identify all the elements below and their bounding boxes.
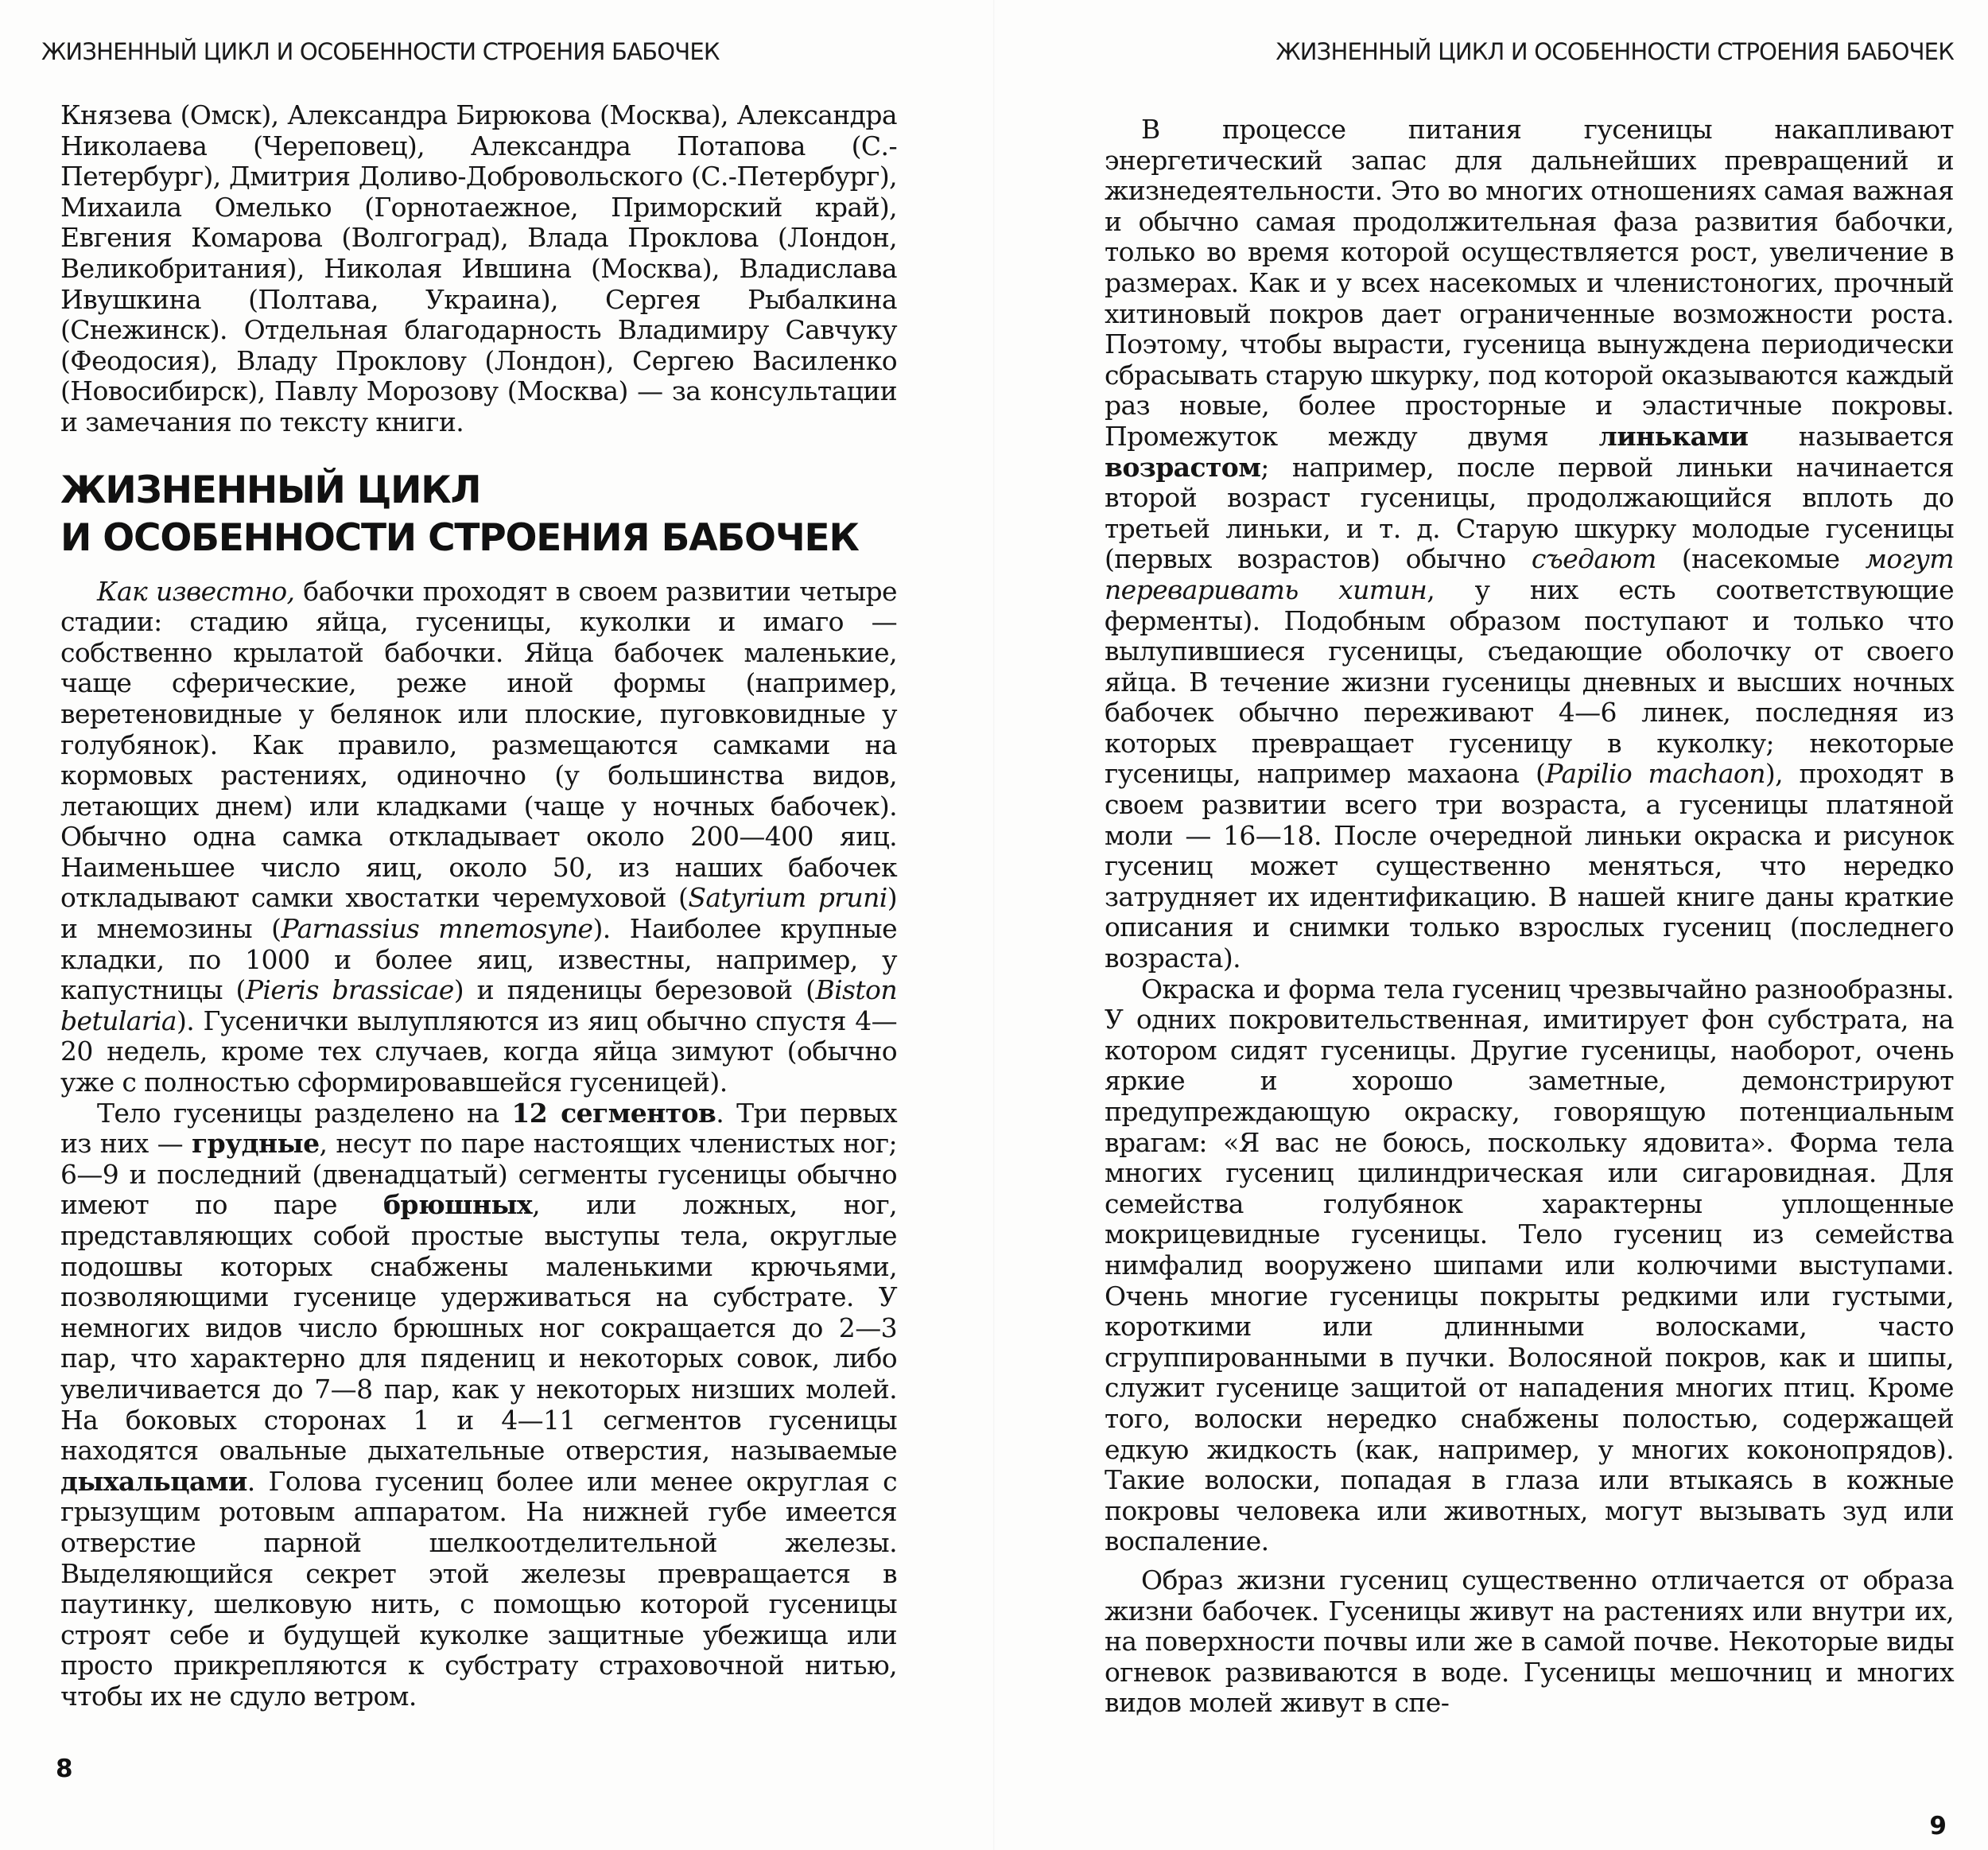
page-number: 8	[56, 1755, 73, 1783]
text-italic: Как известно,	[97, 575, 295, 607]
text-italic: съедают	[1531, 543, 1656, 575]
right-text-column	[1105, 115, 1954, 1719]
latin-name: Parnassius mnemosyne	[281, 913, 593, 945]
paragraph-caterpillar-body	[60, 1098, 897, 1712]
text-run: , у них есть соответствующие ферменты). Подобным образом поступают и только что вылупившиеся гусеницы, съедающие оболочку от своего яйца. В течение жизни гусеницы дневных и высших ночных бабочек обычно переживают 4—6 линек, последняя из которых превращает гусеницу в куколку; некоторые гусеницы, например махаона (	[1105, 573, 1955, 790]
text-run: ) и пяденицы березовой (	[453, 974, 816, 1006]
term-bold: грудные	[192, 1128, 320, 1160]
left-text-column	[60, 100, 897, 1712]
paragraph-feeding-molting	[1105, 115, 1954, 974]
text-run: . Три первых из них —	[60, 1097, 897, 1160]
section-title-line-1: ЖИЗНЕННЫЙ ЦИКЛ	[60, 468, 481, 512]
text-run: (насекомые	[1656, 543, 1866, 575]
term-bold: 12 сегментов	[511, 1097, 716, 1129]
latin-name: Satyrium pruni	[688, 882, 887, 914]
text-run: называется	[1748, 420, 1954, 452]
paragraph-coloration: Окраска и форма тела гусениц чрезвычайно разнообразны. У одних покровительственная, имитирует фон субстрата, на котором сидят гусеницы. Другие гусеницы, наоборот, очень яркие и хорошо заметные, демонстрируют предупреждающую окраску, говорящую потенциальным врагам: «Я вас не боюсь, поскольку ядовита». Форма тела многих гусениц цилиндрическая или сигаровидная. Для семейства голубянок характерны уплощенные мокрицевидные гусеницы. Тело гусениц из семейства нимфалид вооружено шипами или колючими выступами. Очень многие гусеницы покрыты редкими или густыми, короткими или длинными волосками, часто сгруппированными в пучки. Волосяной покров, как и шипы, служит гусенице защитой от нападения многих птиц. Кроме того, волоски нередко снабжены полостью, содержащей едкую жидкость (как, например, у многих коконопрядов). Такие волоски, попадая в глаза или втыкаясь в кожные покровы человека или животных, могут вызывать зуд или воспаление.	[1105, 973, 1954, 1557]
text-run: бабочки проходят в своем развитии четыре стадии: стадию яйца, гусеницы, куколки и имаго — собственно крылатой бабочки. Яйца бабочек маленькие, чаще сферические, реже иной формы (например, веретеновидные у белянок или плоские, пуговковидные у голубянок). Как правило, размещаются самками на кормовых растениях, одиночно (у большинства видов, летающих днем) или кладками (чаще у ночных бабочек). Обычно одна самка откладывает около 200—400 яиц. Наименьшее число яиц, около 50, из наших бабочек откладывают самки хвостатки черемуховой (	[60, 575, 897, 914]
text-run: ). Гусенички вылупляются из яиц обычно спустя 4—20 недель, кроме тех случаев, когда яйца зимуют (обычно уже с полностью сформировавшейся гусеницей).	[60, 1005, 897, 1098]
page-number: 9	[1929, 1812, 1947, 1840]
term-bold: дыхальцами	[60, 1465, 247, 1497]
latin-name: Papilio machaon	[1545, 758, 1765, 790]
section-title-line-2: И ОСОБЕННОСТИ СТРОЕНИЯ БАБОЧЕК	[60, 515, 859, 560]
text-run: В процессе питания гусеницы накапливают энергетический запас для дальнейших превращений и жизнедеятельности. Это во многих отношениях самая важная и обычно самая продолжительная фаза развития бабочки, только во время которой осуществляется рост, увеличение в размерах. Как и у всех насекомых и членистоногих, прочный хитиновый покров дает ограниченные возможности роста. Поэтому, чтобы вырасти, гусеница вынуждена периодически сбрасывать старую шкурку, под которой оказываются каждый раз новые, более просторные и эластичные покровы. Промежуток между двумя	[1105, 114, 1954, 452]
section-title	[60, 467, 897, 562]
term-bold: линьками	[1598, 420, 1749, 452]
term-bold: брюшных	[383, 1189, 533, 1221]
text-run: ; например, после первой линьки начинается второй возраст гусеницы, продолжающийся вплоть до третьей линьки, и т. д. Старую шкурку молодые гусеницы (первых возрастов) обычно	[1105, 451, 1954, 575]
text-run: ). Наиболее крупные кладки, по 1000 и более яиц, известны, например, у капустницы (	[60, 913, 898, 1006]
acknowledgements-paragraph: Князева (Омск), Александра Бирюкова (Москва), Александра Николаева (Череповец), Александра Потапова (С.-Петербург), Дмитрия Доливо-Добровольского (С.-Петербург), Михаила Омелько (Горнотаежное, Приморский край), Евгения Комарова (Волгоград), Влада Проклова (Лондон, Великобритания), Николая Ившина (Москва), Владислава Ивушкина (Полтава, Украина), Сергея Рыбалкина (Снежинск). Отдельная благодарность Владимиру Савчуку (Феодосия), Владу Проклову (Лондон), Сергею Василенко (Новосибирск), Павлу Морозову (Москва) — за консультации и замечания по тексту книги.	[60, 99, 897, 437]
latin-name: Pieris brassicae	[245, 974, 454, 1006]
text-run: , несут по паре настоящих членистых ног; 6—9 и последний (двенадцатый) сегменты гусеницы обычно имеют по паре	[60, 1128, 897, 1221]
text-run: . Голова гусениц более или менее округлая с грызущим ротовым аппаратом. На нижней губе имеется отверстие парной шелкоотделительной железы. Выделяющийся секрет этой железы превращается в паутинку, шелковую нить, с помощью которой гусеницы строят себе и будущей куколке защитные убежища или просто прикрепляются к субстрату страховочной нитью, чтобы их не сдуло ветром.	[60, 1465, 897, 1712]
running-head: ЖИЗНЕННЫЙ ЦИКЛ И ОСОБЕННОСТИ СТРОЕНИЯ БАБОЧЕК	[1276, 38, 1954, 65]
latin-name: Biston betularia	[60, 974, 897, 1036]
text-run: ) и мнемозины (	[60, 882, 897, 945]
text-run: ), проходят в своем развитии всего три возраста, а гусеницы платяной моли — 16—18. После очередной линьки окраска и рисунок гусениц может существенно меняться, что нередко затрудняет их идентификацию. В нашей книге даны краткие описания и снимки только взрослых гусениц (последнего возраста).	[1105, 758, 1954, 974]
paragraph-life-stages	[60, 577, 897, 1098]
right-page	[994, 0, 1988, 1850]
text-italic: могут переваривать хитин	[1105, 543, 1954, 605]
text-run: Тело гусеницы разделено на	[97, 1097, 512, 1129]
paragraph-lifestyle: Образ жизни гусениц существенно отличается от образа жизни бабочек. Гусеницы живут на растениях или внутри их, на поверхности почвы или же в самой почве. Некоторые виды огневок развиваются в воде. Гусеницы мешочниц и многих видов молей живут в спе-	[1105, 1564, 1954, 1719]
running-head: ЖИЗНЕННЫЙ ЦИКЛ И ОСОБЕННОСТИ СТРОЕНИЯ БАБОЧЕК	[41, 38, 720, 65]
text-run: , или ложных, ног, представляющих собой простые выступы тела, округлые подошвы которых снабжены маленькими крючьями, позволяющими гусенице удерживаться на субстрате. У немногих видов число брюшных ног сокращается до 2—3 пар, что характерно для пядениц и некоторых совок, либо увеличивается до 7—8 пар, как у некоторых низших молей. На боковых сторонах 1 и 4—11 сегментов гусеницы находятся овальные дыхательные отверстия, называемые	[60, 1189, 897, 1467]
term-bold: возрастом	[1105, 451, 1261, 483]
